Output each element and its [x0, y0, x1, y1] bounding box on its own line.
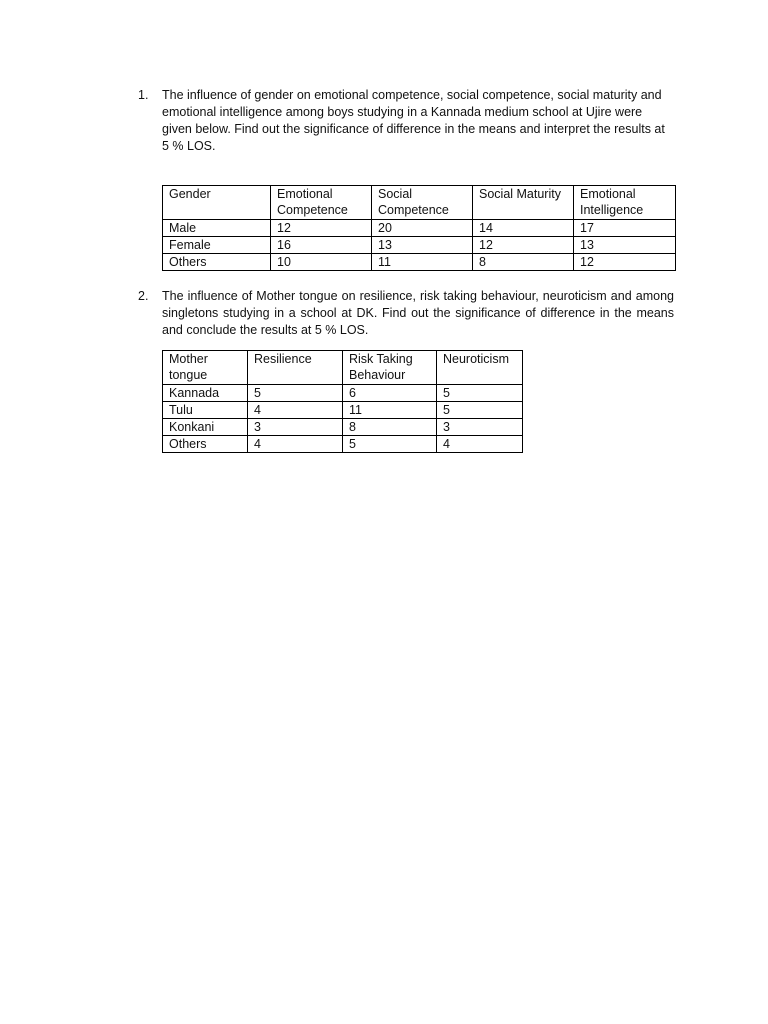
- table-cell: 4: [248, 402, 343, 419]
- table-cell: 12: [271, 220, 372, 237]
- header-cell: Resilience: [248, 351, 343, 385]
- gender-table: [162, 185, 676, 271]
- table-row: [163, 419, 523, 436]
- table-cell: Female: [163, 237, 271, 254]
- table-cell: 4: [248, 436, 343, 453]
- table-cell: Kannada: [163, 385, 248, 402]
- table-cell: 20: [372, 220, 473, 237]
- table-row: [163, 237, 676, 254]
- question-text: The influence of gender on emotional competence, social competence, social maturity and emotional intelligence among boys studying in a Kannada medium school at Ujire were given below. Find out the significance of difference in the means and interpret the results at 5 % LOS.: [162, 88, 665, 153]
- table-header-row: [163, 351, 523, 385]
- table-row: [163, 402, 523, 419]
- question-number: 2.: [138, 289, 149, 303]
- header-cell: Neuroticism: [437, 351, 523, 385]
- table-cell: 5: [343, 436, 437, 453]
- header-cell: Emotional Intelligence: [574, 186, 676, 220]
- table-row: [163, 436, 523, 453]
- header-cell: Social Maturity: [473, 186, 574, 220]
- header-cell: Gender: [163, 186, 271, 220]
- question-text: The influence of Mother tongue on resilience, risk taking behaviour, neuroticism and among singletons studying in a school at DK. Find out the significance of difference in the means and conclude the results at 5 % LOS.: [162, 289, 674, 337]
- table-cell: 10: [271, 254, 372, 271]
- table-cell: 5: [437, 402, 523, 419]
- table-cell: Male: [163, 220, 271, 237]
- header-cell: Mother tongue: [163, 351, 248, 385]
- table-cell: 4: [437, 436, 523, 453]
- table-cell: 3: [248, 419, 343, 436]
- table-cell: 14: [473, 220, 574, 237]
- table-row: [163, 254, 676, 271]
- table-cell: 17: [574, 220, 676, 237]
- table-cell: 13: [574, 237, 676, 254]
- table-cell: 8: [473, 254, 574, 271]
- table-cell: 5: [248, 385, 343, 402]
- header-cell: Risk Taking Behaviour: [343, 351, 437, 385]
- table-cell: 8: [343, 419, 437, 436]
- header-cell: Social Competence: [372, 186, 473, 220]
- mother-tongue-table: [162, 350, 523, 453]
- table-cell: Others: [163, 254, 271, 271]
- table-cell: Konkani: [163, 419, 248, 436]
- table-row: [163, 385, 523, 402]
- table-cell: 12: [574, 254, 676, 271]
- table-cell: 11: [372, 254, 473, 271]
- header-cell: Emotional Competence: [271, 186, 372, 220]
- table-cell: 6: [343, 385, 437, 402]
- table-header-row: [163, 186, 676, 220]
- table-cell: Others: [163, 436, 248, 453]
- table-cell: 12: [473, 237, 574, 254]
- table-cell: 13: [372, 237, 473, 254]
- question-number: 1.: [138, 88, 149, 102]
- table-row: [163, 220, 676, 237]
- table-cell: Tulu: [163, 402, 248, 419]
- table-cell: 3: [437, 419, 523, 436]
- table-cell: 11: [343, 402, 437, 419]
- table-cell: 5: [437, 385, 523, 402]
- table-cell: 16: [271, 237, 372, 254]
